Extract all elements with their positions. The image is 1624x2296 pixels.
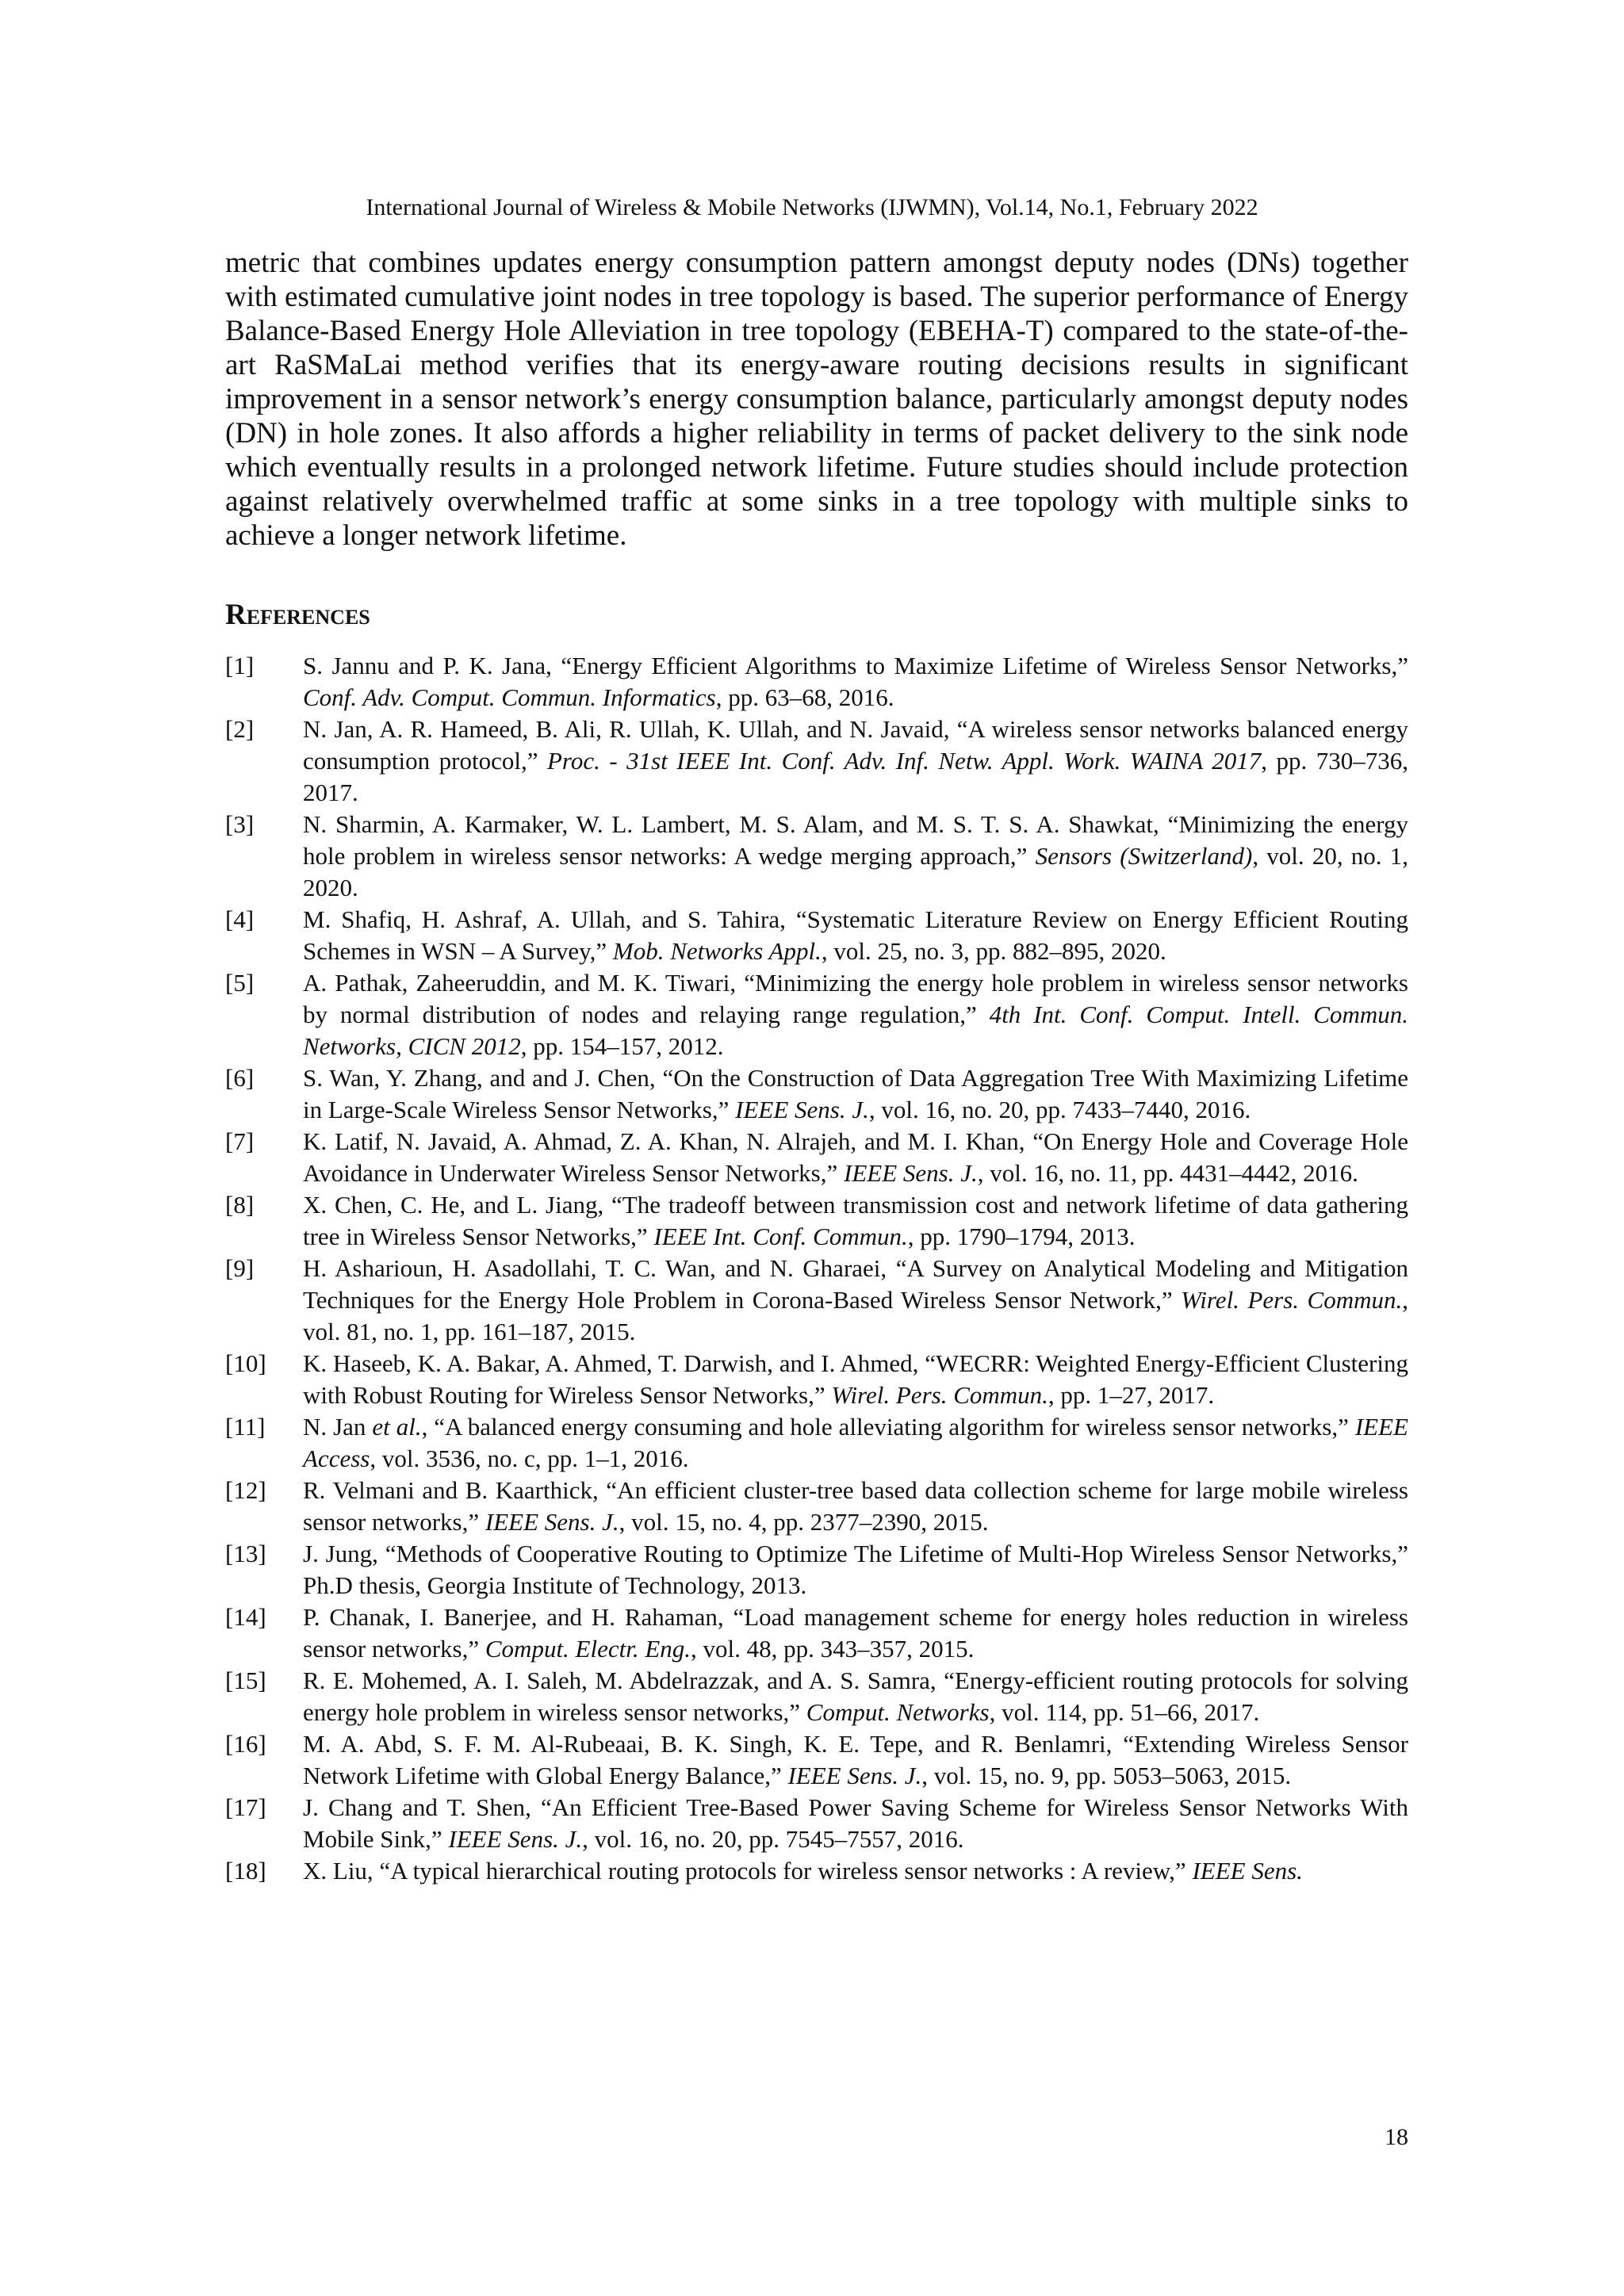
reference-segment: P. Chanak, I. Banerjee, and H. Rahaman, “Load management scheme for energy holes reduction in wireless sensor networks,” — [303, 1603, 1408, 1663]
reference-number: [3] — [225, 810, 255, 838]
reference-text — [303, 1793, 1408, 1853]
reference-text — [303, 1857, 1303, 1885]
reference-segment: A. Pathak, Zaheeruddin, and M. K. Tiwari, “Minimizing the energy hole problem in wireless sensor networks by normal distribution of nodes and relaying range regulation,” — [303, 969, 1408, 1028]
reference-item — [225, 809, 1408, 904]
reference-item — [225, 1189, 1408, 1253]
conclusion-paragraph: metric that combines updates energy consumption pattern amongst deputy nodes (DNs) together with estimated cumulative joint nodes in tree topology is based. The superior performance of Energy Balance-Based Energy Hole Alleviation in tree topology (EBEHA-T) compared to the state-of-the-art RaSMaLai method verifies that its energy-aware routing decisions results in significant improvement in a sensor network’s energy consumption balance, particularly amongst deputy nodes (DN) in hole zones. It also affords a higher reliability in terms of packet delivery to the sink node which eventually results in a prolonged network lifetime. Future studies should include protection against relatively overwhelmed traffic at some sinks in a tree topology with multiple sinks to achieve a longer network lifetime. — [225, 247, 1408, 552]
reference-segment: J. Jung, “Methods of Cooperative Routing to Optimize The Lifetime of Multi-Hop Wireless Sensor Networks,” Ph.D thesis, Georgia Institute of Technology, 2013. — [303, 1540, 1408, 1599]
reference-segment: N. Jan — [303, 1413, 373, 1441]
reference-number: [15] — [225, 1667, 266, 1694]
reference-segment: , pp. 730–736, 2017. — [303, 747, 1409, 806]
reference-item — [225, 1348, 1408, 1411]
references-heading: References — [225, 599, 370, 631]
reference-item — [225, 1062, 1408, 1126]
reference-segment: R. Velmani and B. Kaarthick, “An efficient cluster-tree based data collection scheme for large mobile wireless sensor networks,” — [303, 1476, 1408, 1536]
reference-venue: Mob. Networks Appl. — [612, 937, 822, 965]
reference-venue: 4th Int. Conf. Comput. Intell. Commun. Networks, CICN 2012 — [303, 1001, 1409, 1060]
reference-text — [303, 810, 1408, 901]
reference-item — [225, 1411, 1408, 1475]
reference-segment: R. E. Mohemed, A. I. Saleh, M. Abdelrazzak, and A. S. Samra, “Energy-efficient routing protocols for solving energy hole problem in wireless sensor networks,” — [303, 1667, 1408, 1726]
reference-list — [225, 650, 1408, 1887]
reference-venue: Proc. - 31st IEEE Int. Conf. Adv. Inf. Netw. Appl. Work. WAINA 2017 — [546, 747, 1262, 775]
running-header: International Journal of Wireless & Mobile Networks (IJWMN), Vol.14, No.1, February 2022 — [366, 194, 1258, 220]
reference-number: [9] — [225, 1254, 255, 1282]
reference-text — [303, 715, 1408, 806]
reference-segment: , “A balanced energy consuming and hole alleviating algorithm for wireless sensor networks,” — [421, 1413, 1355, 1441]
reference-number: [12] — [225, 1476, 266, 1504]
reference-segment: , vol. 20, no. 1, 2020. — [303, 842, 1408, 901]
reference-segment: , pp. 1790–1794, 2013. — [907, 1223, 1136, 1250]
reference-venue: IEEE Sens. — [1192, 1857, 1303, 1885]
reference-segment: , vol. 25, no. 3, pp. 882–895, 2020. — [821, 937, 1166, 965]
reference-segment: X. Liu, “A typical hierarchical routing protocols for wireless sensor networks : A review,” — [303, 1857, 1193, 1885]
reference-segment: , vol. 16, no. 20, pp. 7433–7440, 2016. — [868, 1096, 1251, 1123]
reference-venue: IEEE Sens. J. — [735, 1096, 869, 1123]
reference-segment: X. Chen, C. He, and L. Jiang, “The tradeoff between transmission cost and network lifetime of data gathering tree in Wireless Sensor Networks,” — [303, 1191, 1408, 1250]
reference-text — [303, 1413, 1408, 1472]
reference-number: [17] — [225, 1793, 266, 1821]
reference-number: [13] — [225, 1540, 266, 1567]
reference-number: [16] — [225, 1730, 266, 1758]
reference-segment: , vol. 16, no. 11, pp. 4431–4442, 2016. — [977, 1159, 1358, 1187]
reference-segment: M. A. Abd, S. F. M. Al-Rubeaai, B. K. Singh, K. E. Tepe, and R. Benlamri, “Extending Wireless Sensor Network Lifetime with Global Energy Balance,” — [303, 1730, 1408, 1789]
reference-venue: IEEE Sens. J. — [448, 1825, 583, 1853]
reference-number: [8] — [225, 1191, 255, 1219]
reference-text — [303, 1667, 1408, 1726]
reference-venue: Wirel. Pers. Commun. — [831, 1381, 1048, 1409]
reference-number: [14] — [225, 1603, 266, 1631]
reference-segment: S. Wan, Y. Zhang, and and J. Chen, “On the Construction of Data Aggregation Tree With Maximizing Lifetime in Large-Scale Wireless Sensor Networks,” — [303, 1064, 1408, 1123]
reference-item — [225, 650, 1408, 714]
reference-number: [18] — [225, 1857, 266, 1885]
reference-item — [225, 1728, 1408, 1792]
reference-venue: et al. — [372, 1413, 422, 1441]
reference-item — [225, 1665, 1408, 1728]
reference-item — [225, 1792, 1408, 1855]
reference-item — [225, 1601, 1408, 1665]
reference-text — [303, 905, 1408, 965]
reference-segment: J. Chang and T. Shen, “An Efficient Tree-Based Power Saving Scheme for Wireless Sensor Networks With Mobile Sink,” — [303, 1793, 1408, 1853]
reference-venue: IEEE Access — [303, 1413, 1408, 1472]
reference-item — [225, 1253, 1408, 1348]
reference-number: [11] — [225, 1413, 266, 1441]
reference-text — [303, 1730, 1408, 1789]
reference-text — [303, 1349, 1408, 1409]
reference-segment: , pp. 1–27, 2017. — [1048, 1381, 1215, 1409]
reference-item — [225, 1538, 1408, 1601]
reference-number: [6] — [225, 1064, 255, 1092]
reference-text — [303, 652, 1408, 711]
reference-text — [303, 1254, 1408, 1345]
reference-segment: H. Asharioun, H. Asadollahi, T. C. Wan, and N. Gharaei, “A Survey on Analytical Modeling and Mitigation Techniques for the Energy Hole Problem in Corona-Based Wireless Sensor Network,” — [303, 1254, 1408, 1314]
reference-item — [225, 904, 1408, 967]
reference-text — [303, 1603, 1408, 1663]
reference-number: [10] — [225, 1349, 266, 1377]
reference-text — [303, 969, 1408, 1060]
reference-venue: Wirel. Pers. Commun. — [1181, 1286, 1403, 1314]
reference-venue: IEEE Int. Conf. Commun. — [653, 1223, 908, 1250]
reference-segment: , vol. 81, no. 1, pp. 161–187, 2015. — [303, 1286, 1408, 1345]
reference-segment: N. Sharmin, A. Karmaker, W. L. Lambert, M. S. Alam, and M. S. T. S. A. Shawkat, “Minimizing the energy hole problem in wireless sensor networks: A wedge merging approach,” — [303, 810, 1408, 870]
page-number: 18 — [1385, 2124, 1408, 2150]
reference-segment: , vol. 15, no. 4, pp. 2377–2390, 2015. — [619, 1508, 989, 1536]
reference-segment: , vol. 3536, no. c, pp. 1–1, 2016. — [370, 1445, 689, 1472]
reference-text — [303, 1127, 1408, 1187]
reference-segment: , vol. 114, pp. 51–66, 2017. — [989, 1698, 1260, 1726]
reference-segment: , vol. 15, no. 9, pp. 5053–5063, 2015. — [921, 1762, 1292, 1789]
reference-number: [4] — [225, 905, 255, 933]
reference-segment: K. Latif, N. Javaid, A. Ahmad, Z. A. Khan, N. Alrajeh, and M. I. Khan, “On Energy Hole and Coverage Hole Avoidance in Underwater Wireless Sensor Networks,” — [303, 1127, 1408, 1187]
reference-number: [5] — [225, 969, 255, 997]
reference-text — [303, 1476, 1408, 1536]
reference-number: [2] — [225, 715, 255, 743]
reference-venue: IEEE Sens. J. — [787, 1762, 922, 1789]
reference-item — [225, 1855, 1408, 1887]
reference-segment: M. Shafiq, H. Ashraf, A. Ullah, and S. Tahira, “Systematic Literature Review on Energy Efficient Routing Schemes in WSN – A Survey,” — [303, 905, 1408, 965]
reference-item — [225, 967, 1408, 1062]
reference-number: [1] — [225, 652, 255, 679]
reference-segment: N. Jan, A. R. Hameed, B. Ali, R. Ullah, K. Ullah, and N. Javaid, “A wireless sensor networks balanced energy consumption protocol,” — [303, 715, 1408, 775]
reference-item — [225, 714, 1408, 809]
reference-venue: Comput. Electr. Eng. — [485, 1635, 691, 1663]
reference-item — [225, 1475, 1408, 1538]
reference-segment: K. Haseeb, K. A. Bakar, A. Ahmed, T. Darwish, and I. Ahmed, “WECRR: Weighted Energy-Efficient Clustering with Robust Routing for Wireless Sensor Networks,” — [303, 1349, 1408, 1409]
reference-number: [7] — [225, 1127, 255, 1155]
reference-item — [225, 1126, 1408, 1189]
reference-segment: , pp. 154–157, 2012. — [520, 1032, 724, 1060]
reference-venue: Conf. Adv. Comput. Commun. Informatics — [303, 683, 716, 711]
reference-segment: , vol. 48, pp. 343–357, 2015. — [691, 1635, 975, 1663]
reference-text — [303, 1064, 1408, 1123]
reference-text — [303, 1540, 1408, 1599]
reference-venue: IEEE Sens. J. — [485, 1508, 619, 1536]
reference-venue: Comput. Networks — [806, 1698, 990, 1726]
reference-segment: S. Jannu and P. K. Jana, “Energy Efficient Algorithms to Maximize Lifetime of Wireless Sensor Networks,” — [303, 652, 1408, 679]
reference-venue: IEEE Sens. J. — [844, 1159, 978, 1187]
reference-text — [303, 1191, 1408, 1250]
reference-venue: Sensors (Switzerland) — [1035, 842, 1253, 870]
reference-segment: , vol. 16, no. 20, pp. 7545–7557, 2016. — [582, 1825, 964, 1853]
reference-segment: , pp. 63–68, 2016. — [715, 683, 894, 711]
